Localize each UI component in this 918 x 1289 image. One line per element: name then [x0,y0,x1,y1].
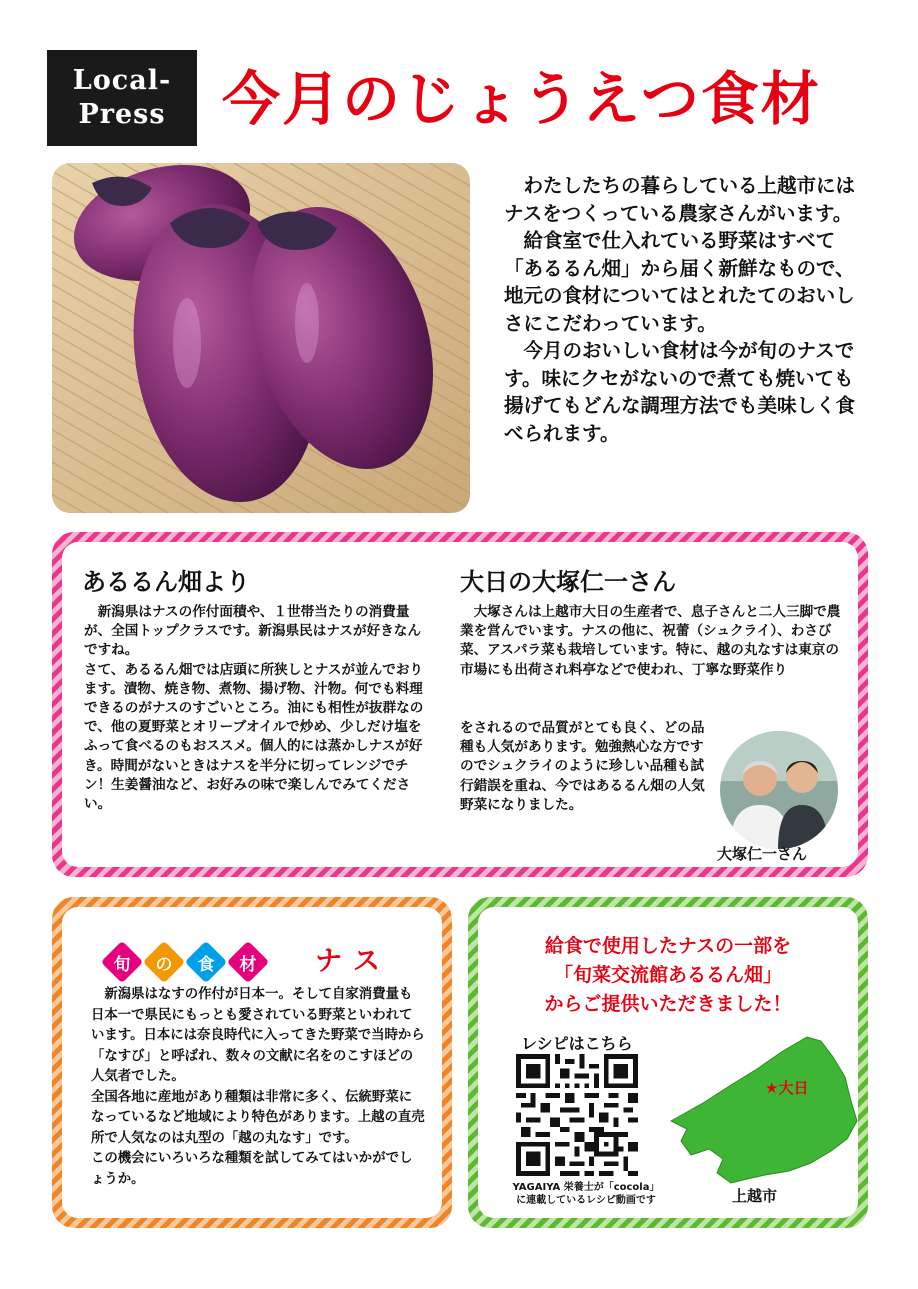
supply-message [478,932,858,1019]
portrait-caption: 大塚仁一さん [717,845,808,863]
eggplant-photo [52,163,470,513]
recipe-label: レシピはこちら [521,1034,633,1053]
arurun-text [84,603,432,814]
local-press-badge [47,50,197,146]
diamond-chip [184,940,228,984]
shun-paragraph: この機会にいろいろな種類を試してみてはいかがでしょうか。 [91,1151,413,1187]
diamond-chip [100,940,144,984]
shun-paragraph: 新潟県はなすの作付が日本一。そして自家消費量も日本一で県民にもっとも愛されている野菜といわれています。日本には奈良時代に入ってきた野菜で当時から「なすび」と呼ばれ、数々の文献に名をのこすほどの人気者でした。 [91,987,425,1084]
supply-line: からご提供いただきました！ [544,993,792,1015]
recipe-qr-code[interactable] [516,1054,638,1176]
qr-caption [496,1181,676,1207]
farmer-text-cont [460,719,712,815]
panel-inner [62,907,442,1218]
diamond-char: 旬 [113,954,131,975]
shun-paragraph: 全国各地に産地があり種類は非常に多く、伝統野菜になっているなど地域により特色があります。上越の直売所で人気なのは丸型の「越の丸なす」です。 [91,1089,425,1146]
farmer-text [460,603,846,680]
diamond-chip [226,940,270,984]
arurun-farmer-panel [52,532,868,877]
shun-text [91,985,425,1190]
supply-line: 「旬菜交流館あるるん畑」 [553,964,782,986]
farmer-heading: 大日の大塚仁一さん [460,568,676,596]
odaily-marker: ★大日 [765,1079,809,1097]
farmer-paragraph: をされるので品質がとても良く、どの品種も人気があります。勉強熱心な方ですのでシュクライのように珍しい品種も試行錯誤を重ね、今ではあるるん畑の人気野菜になりました。 [460,720,705,813]
supply-line: 給食で使用したナスの一部を [544,935,792,957]
arurun-paragraph: さて、あるるん畑では店頭に所狭しとナスが並んでおります。漬物、焼き物、煮物、揚げ物、汁物。何でも料理できるのがナスのすごいところ。油にも相性が抜群なので、他の夏野菜とオリーブオイルで炒め、少しだけ塩をふって食べるのもおススメ。個人的には蒸かしナスが好き。時間がないときはナスを半分に切ってレンジでチン！生姜醤油など、お好みの味で楽しんでみてください。 [84,661,424,813]
joetsu-map [661,1029,861,1189]
map-label: 上越市 [732,1187,778,1205]
badge-line1: Local- [72,65,172,96]
intro-text [504,172,868,447]
diamond-char: 食 [197,954,215,975]
shun-ingredient-panel [52,897,452,1228]
arurun-heading: あるるん畑より [82,568,250,596]
intro-paragraph: 給食室で仕入れている野菜はすべて「あるるん畑」から届く新鮮なもので、地元の食材についてはとれたてのおいしさにこだわっています。 [504,229,855,335]
diamond-char: の [155,954,173,975]
supply-panel [468,897,868,1228]
page-title: 今月のじょうえつ食材 [222,65,821,133]
diamond-char: 材 [239,954,257,975]
intro-paragraph: わたしたちの暮らしている上越市にはナスをつくっている農家さんがいます。 [504,174,856,225]
diamond-chip [142,940,186,984]
ingredient-name: ナス [315,946,392,977]
badge-line2: Press [78,99,166,130]
qr-caption-line: に連載しているレシピ動画です [516,1195,656,1206]
panel-inner [62,542,858,867]
qr-caption-line: YAGAIYA 栄養士が「cocola」 [512,1182,660,1193]
arurun-paragraph: 新潟県はナスの作付面積や、１世帯当たりの消費量が、全国トップクラスです。新潟県民はナスが好きなんですね。 [84,604,421,659]
farmer-paragraph: 大塚さんは上越市大日の生産者で、息子さんと二人三脚で農業を営んでいます。ナスの他に、祝蕾（シュクライ）、わさび菜、アスパラ菜も栽培しています。特に、越の丸なすは東京の市場にも出荷され料亭などで使われ、丁寧な野菜作り [460,604,841,678]
shun-no-shokuzai-label [100,940,270,984]
panel-inner [478,907,858,1218]
farmer-portrait [720,731,838,849]
intro-paragraph: 今月のおいしい食材は今が旬のナスです。味にクセがないので煮ても焼いても揚げてもどんな調理方法でも美味しく食べられます。 [504,339,856,445]
